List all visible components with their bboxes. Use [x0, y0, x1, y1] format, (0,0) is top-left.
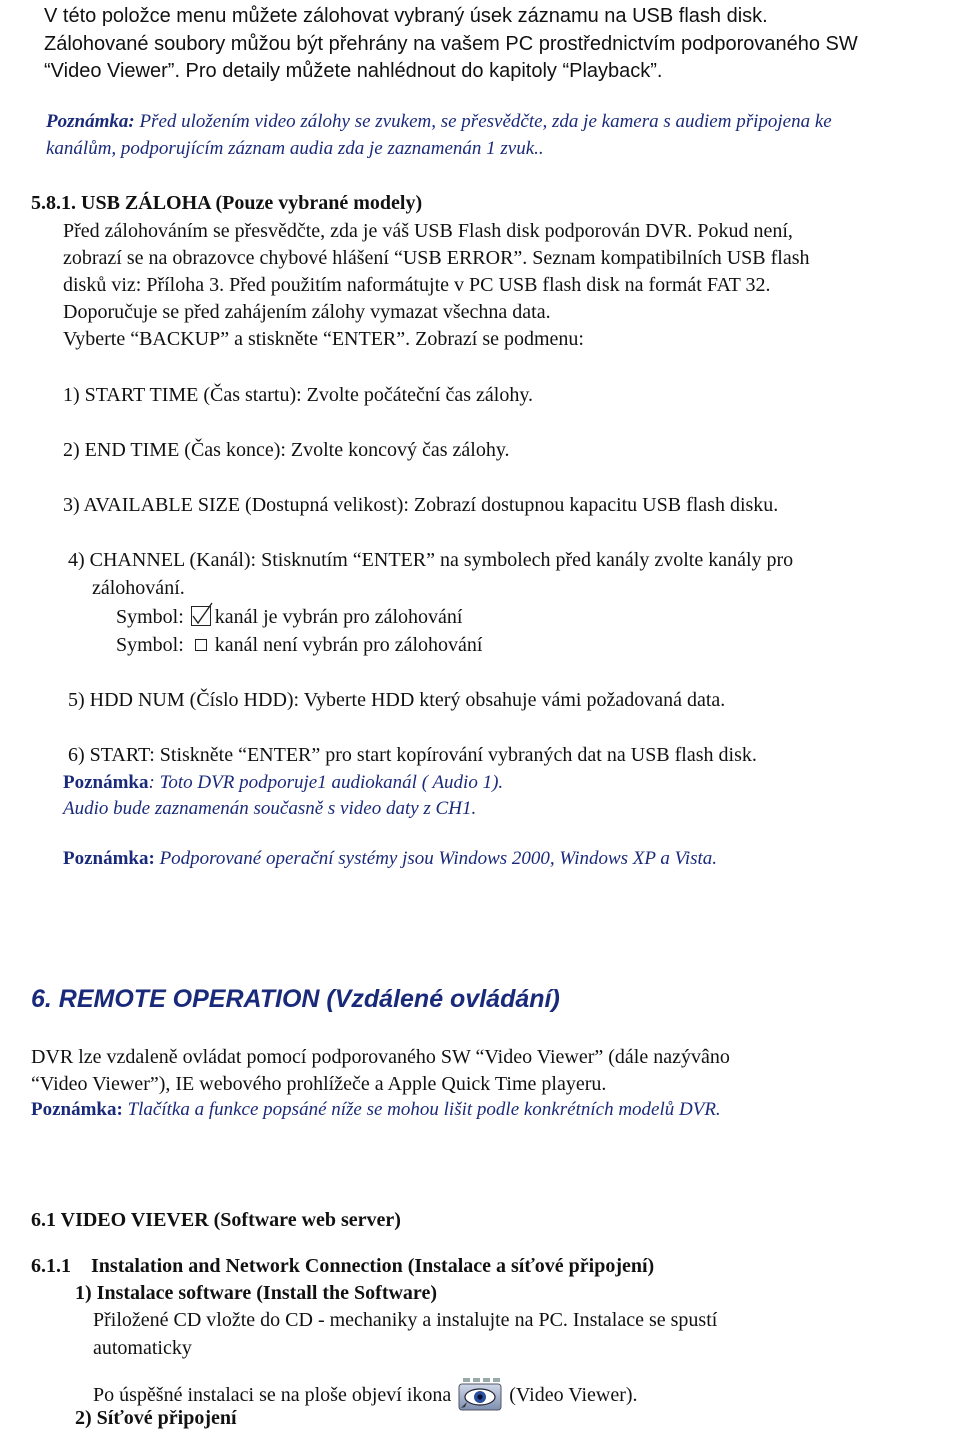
symbol-unchecked-line — [116, 633, 482, 657]
list-item-hdd-num: 5) HDD NUM (Číslo HDD): Vyberte HDD který obsahuje vámi požadovaná data. — [68, 689, 726, 711]
intro-line-1: V této položce menu můžete zálohovat vybraný úsek záznamu na USB flash disk. — [44, 5, 768, 27]
step-1-p3-text-2: (Video Viewer). — [509, 1384, 638, 1406]
symbol-label: Symbol: — [116, 634, 189, 656]
note-text: Tlačítka a funkce popsáné níže se mohou lišit podle konkrétních modelů DVR. — [122, 1099, 721, 1120]
intro-note-line-1 — [46, 110, 832, 134]
step-1-p3-text: Po úspěšné instalaci se na ploše objeví ikona — [93, 1384, 452, 1406]
note-label: Poznámka: — [63, 848, 155, 869]
symbol-label: Symbol: — [116, 606, 189, 628]
section-581-p3: disků viz: Příloha 3. Před použitím naformátujte v PC USB flash disk na formát FAT 32. — [63, 274, 771, 296]
section-6-note — [31, 1098, 721, 1122]
section-581-heading: 5.8.1. USB ZÁLOHA (Pouze vybrané modely) — [31, 192, 423, 214]
section-581-p1: Před zálohováním se přesvědčte, zda je váš USB Flash disk podporován DVR. Pokud není, — [63, 220, 793, 242]
list-item-start: 6) START: Stiskněte “ENTER” pro start kopírování vybraných dat na USB flash disk. — [68, 744, 757, 766]
note-text: Podporované operační systémy jsou Windows 2000, Windows XP a Vista. — [154, 848, 718, 869]
note-os — [63, 847, 717, 871]
note-label: Poznámka — [63, 772, 149, 793]
note-label: Poznámka: — [46, 111, 135, 132]
section-6-p1: DVR lze vzdaleně ovládat pomocí podporovaného SW “Video Viewer” (dále nazývâno — [31, 1046, 730, 1068]
intro-line-2: Zálohované soubory můžou být přehrány na vašem PC prostřednictvím podporovaného SW — [44, 33, 858, 55]
symbol-checked-line — [116, 605, 462, 629]
symbol-checked-text: kanál je vybrán pro zálohování — [214, 606, 463, 628]
section-6-p2: “Video Viewer”), IE webového prohlížeče a Apple Quick Time playeru. — [31, 1073, 607, 1095]
note-text: Před uložením video zálohy se zvukem, se přesvědčte, zda je kamera s audiem připojena ke — [134, 111, 832, 132]
checkbox-empty-icon — [195, 639, 207, 651]
intro-line-3: “Video Viewer”. Pro detaily můžete nahlédnout do kapitoly “Playback”. — [44, 60, 663, 82]
list-item-end-time: 2) END TIME (Čas konce): Zvolte koncový čas zálohy. — [63, 439, 510, 461]
list-item-available-size: 3) AVAILABLE SIZE (Dostupná velikost): Zobrazí dostupnou kapacitu USB flash disku. — [63, 494, 779, 516]
section-611-heading: 6.1.1 Instalation and Network Connection (Instalace a síťové připojení) — [31, 1255, 655, 1277]
note-audio-line-2: Audio bude zaznamenán současně s video daty z CH1. — [63, 798, 477, 819]
section-581-p2: zobrazí se na obrazovce chybové hlášení “USB ERROR”. Seznam kompatibilních USB flash — [63, 247, 810, 269]
section-61-heading: 6.1 VIDEO VIEVER (Software web server) — [31, 1209, 401, 1231]
step-1-p2: automaticky — [93, 1337, 192, 1359]
section-581-p5: Vyberte “BACKUP” a stiskněte “ENTER”. Zobrazí se podmenu: — [63, 328, 584, 350]
note-audio-line-1 — [63, 771, 503, 795]
note-text: : Toto DVR podporuje1 audiokanál ( Audio 1). — [148, 772, 504, 793]
symbol-unchecked-text: kanál není vybrán pro zálohování — [214, 634, 483, 656]
section-6-heading: 6. REMOTE OPERATION (Vzdálené ovládání) — [31, 985, 560, 1013]
section-581-p4: Doporučuje se před zahájením zálohy vymazat všechna data. — [63, 301, 551, 323]
list-item-channel-cont: zálohování. — [92, 577, 185, 599]
list-item-start-time: 1) START TIME (Čas startu): Zvolte počáteční čas zálohy. — [63, 384, 534, 406]
video-viewer-app-icon — [457, 1377, 503, 1411]
note-label: Poznámka: — [31, 1099, 123, 1120]
step-1-heading: 1) Instalace software (Install the Software) — [75, 1282, 437, 1304]
list-item-channel: 4) CHANNEL (Kanál): Stisknutím “ENTER” na symbolech před kanály zvolte kanály pro — [68, 549, 794, 571]
step-1-p1: Přiložené CD vložte do CD - mechaniky a instalujte na PC. Instalace se spustí — [93, 1309, 718, 1331]
step-2-heading: 2) Síťové připojení — [75, 1407, 237, 1429]
checkbox-checked-icon — [191, 606, 211, 626]
intro-note-line-2: kanálům, podporujícím záznam audia zda je zaznamenán 1 zvuk.. — [46, 138, 544, 159]
